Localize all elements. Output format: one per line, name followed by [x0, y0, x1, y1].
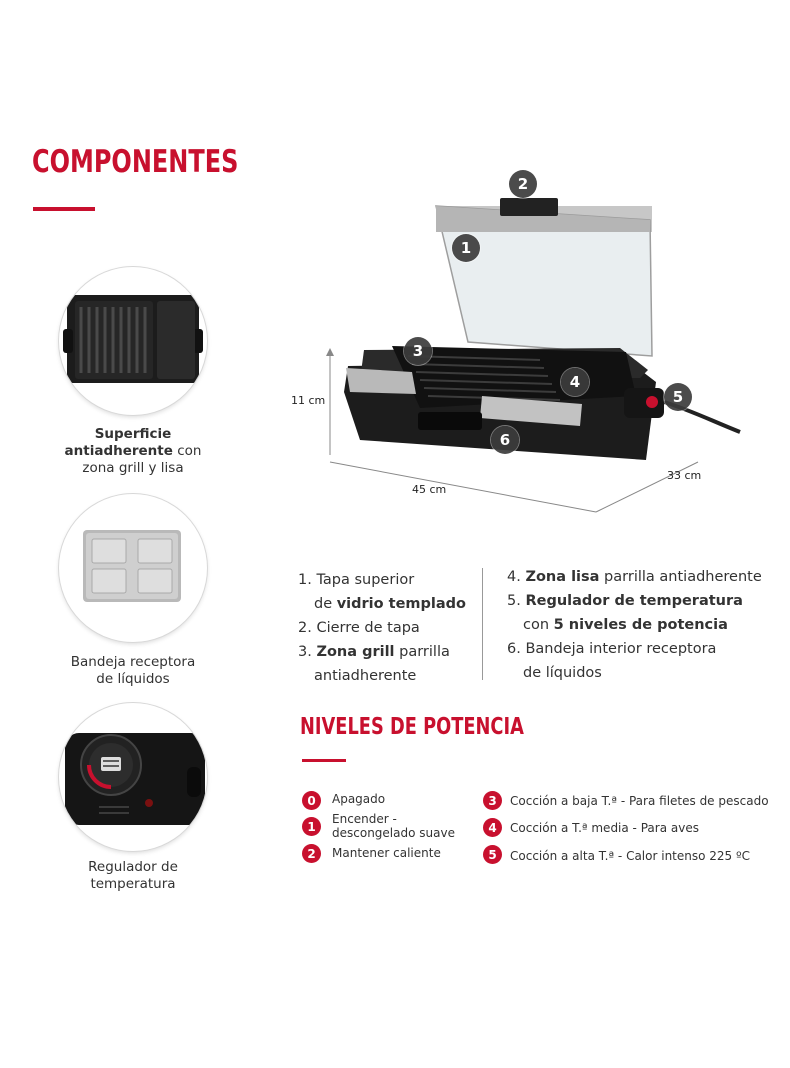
- spec-item-3-bold: Zona grill: [316, 644, 395, 660]
- caption-surface-bold1: Superficie: [94, 426, 172, 442]
- marker-1: 1: [452, 234, 480, 262]
- caption-surface-line3: zona grill y lisa: [82, 460, 184, 476]
- dimension-width: 45 cm: [412, 483, 447, 496]
- dimension-depth: 33 cm: [667, 469, 702, 482]
- spec-item-5: [507, 589, 777, 613]
- level-text-4: Cocción a T.ª media - Para aves: [510, 821, 699, 835]
- spec-item-3b: antiadherente: [314, 668, 417, 684]
- spec-item-1b-bold: vidrio templado: [336, 596, 467, 612]
- spec-item-4-pre: 4.: [507, 569, 526, 585]
- spec-item-1a: 1. Tapa superior: [298, 572, 415, 588]
- spec-item-6b: de líquidos: [523, 665, 602, 681]
- caption-regulator-line2: temperatura: [90, 876, 176, 892]
- marker-4: 4: [561, 368, 589, 396]
- level-badge-2: 2: [302, 844, 321, 863]
- marker-5: 5: [664, 383, 692, 411]
- spec-item-3: [298, 640, 488, 664]
- spec-item-4-post: parrilla antiadherente: [599, 569, 762, 585]
- spec-item-4: [507, 565, 777, 589]
- spec-item-5-bold: Regulador de temperatura: [525, 593, 743, 609]
- spec-item-3-post: parrilla: [394, 644, 450, 660]
- marker-3: 3: [404, 337, 432, 365]
- drip-tray-thumbnail: [59, 494, 207, 642]
- level-text-3: Cocción a baja T.ª - Para filetes de pescado: [510, 794, 769, 808]
- spec-separator: [482, 568, 483, 680]
- caption-surface: [33, 426, 233, 477]
- spec-item-1b-pre: de: [314, 596, 337, 612]
- spec-list-right: [507, 565, 777, 685]
- regulator-thumbnail: [59, 703, 207, 851]
- level-badge-3: 3: [483, 791, 502, 810]
- level-text-1b: descongelado suave: [332, 826, 455, 840]
- title-underline: [33, 207, 95, 211]
- level-badge-1: 1: [302, 817, 321, 836]
- spec-item-5b-pre: con: [523, 617, 554, 633]
- marker-2: 2: [509, 170, 537, 198]
- spec-item-5b: [507, 613, 777, 637]
- caption-tray-line1: Bandeja receptora: [70, 654, 196, 670]
- dimension-height: 11 cm: [291, 394, 326, 407]
- caption-regulator: [33, 859, 233, 893]
- spec-item-1b: [298, 592, 488, 616]
- marker-6: 6: [491, 426, 519, 454]
- caption-surface-rest: con: [172, 443, 202, 459]
- grill-surface-thumbnail: [59, 267, 207, 415]
- level-text-1: [332, 812, 455, 840]
- caption-surface-bold2: antiadherente: [64, 443, 173, 459]
- spec-item-6a: 6. Bandeja interior receptora: [507, 641, 717, 657]
- power-levels-title: NIVELES DE POTENCIA: [300, 714, 524, 740]
- power-levels-underline: [302, 759, 346, 762]
- caption-tray: [33, 654, 233, 688]
- level-text-0: Apagado: [332, 792, 386, 806]
- level-badge-0: 0: [302, 791, 321, 810]
- caption-tray-line2: de líquidos: [96, 671, 170, 687]
- level-badge-5: 5: [483, 845, 502, 864]
- page-title: COMPONENTES: [32, 144, 239, 180]
- grill-product-illustration: [300, 170, 760, 520]
- spec-item-5b-bold: 5 niveles de potencia: [553, 617, 728, 633]
- spec-list-left: [298, 568, 488, 688]
- caption-regulator-line1: Regulador de: [88, 859, 178, 875]
- spec-item-5-pre: 5.: [507, 593, 526, 609]
- spec-item-3-pre: 3.: [298, 644, 317, 660]
- spec-item-4-bold: Zona lisa: [525, 569, 600, 585]
- level-text-5: Cocción a alta T.ª - Calor intenso 225 ºC: [510, 849, 751, 863]
- level-text-2: Mantener caliente: [332, 846, 441, 860]
- level-badge-4: 4: [483, 818, 502, 837]
- level-text-1a: Encender -: [332, 812, 397, 826]
- spec-item-2: 2. Cierre de tapa: [298, 620, 420, 636]
